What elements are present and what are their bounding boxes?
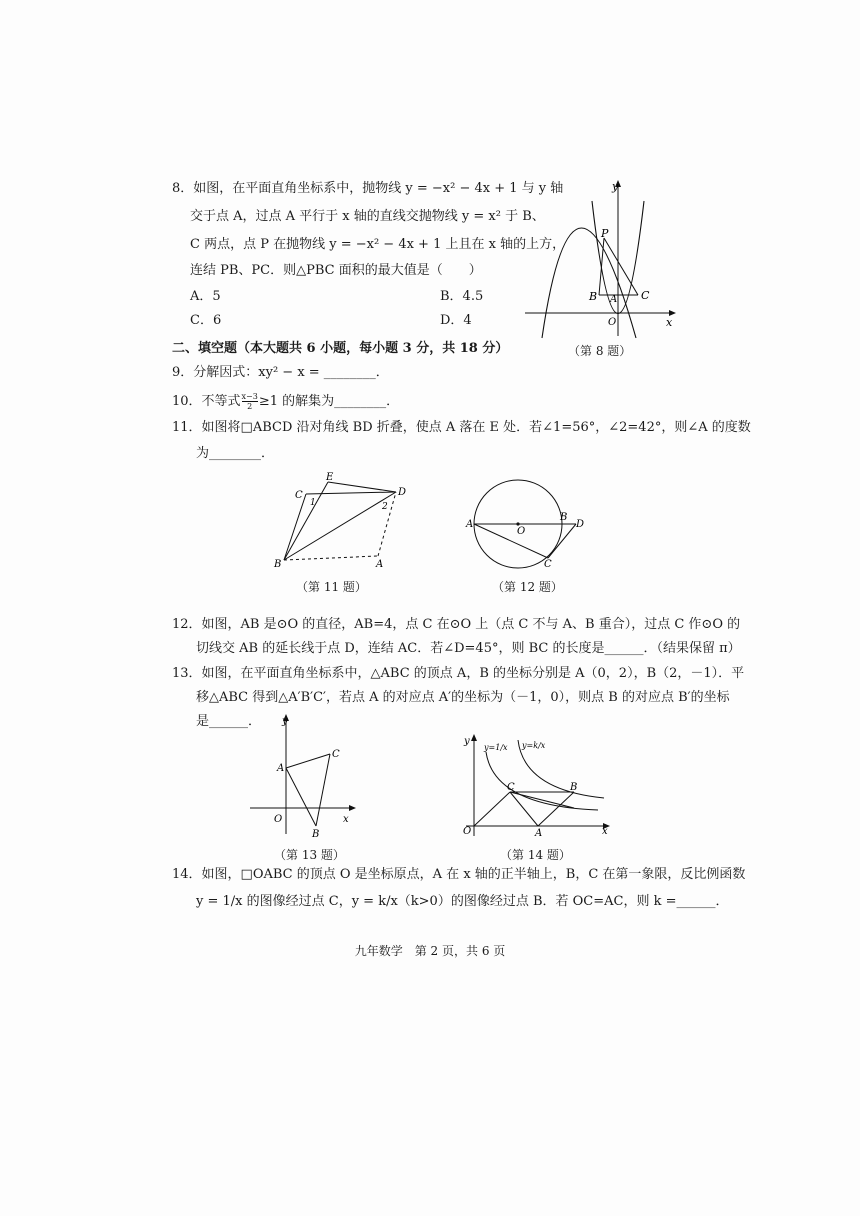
q13-line2: 移△ABC 得到△A′B′C′，若点 A 的对应点 A′的坐标为（－1，0），则点 B 的对应点 B′的坐标	[196, 690, 730, 705]
q14-caption: （第 14 题）	[500, 848, 571, 862]
q11-line2: 为________．	[196, 446, 275, 461]
q8-label-p: P	[601, 227, 609, 240]
q13-figure	[244, 710, 360, 842]
q13-label-a: A	[277, 763, 285, 774]
q8-option-c: C．6	[190, 313, 222, 328]
q11-line1: 11．如图将□ABCD 沿对角线 BD 折叠，使点 A 落在 E 处．若∠1=56°，∠2=42°，则∠A 的度数	[172, 420, 751, 435]
q8-label-x: x	[666, 316, 673, 329]
q13-label-c: C	[332, 749, 340, 760]
q13-line3: 是______．	[196, 714, 262, 729]
q12-label-a: A	[466, 519, 474, 530]
q8-caption: （第 8 题）	[568, 344, 632, 358]
q8-label-c: C	[641, 289, 650, 302]
q8-option-d: D．4	[440, 313, 472, 328]
q12-label-d: D	[576, 519, 585, 530]
q8-line1: 8．如图，在平面直角坐标系中，抛物线 y = −x² − 4x + 1 与 y 轴	[172, 181, 564, 196]
q14-label-y: y	[464, 736, 470, 747]
q12-line2: 切线交 AB 的延长线于点 D，连结 AC．若∠D=45°，则 BC 的长度是______．（结果保留 π）	[196, 641, 741, 656]
q8-label-b: B	[589, 290, 598, 303]
q11-label-e: E	[326, 472, 334, 483]
q11-label-a: A	[376, 559, 384, 570]
q8-option-b: B．4.5	[440, 289, 484, 304]
q12-label-c: C	[544, 559, 552, 570]
q8-figure	[520, 176, 680, 341]
q11-angle-2: 2	[382, 502, 388, 512]
q13-label-y: y	[282, 716, 288, 727]
q8-option-a: A．5	[190, 289, 221, 304]
q14-label-c: C	[507, 782, 515, 793]
q8-line4: 连结 PB、PC．则△PBC 面积的最大值是（ ）	[190, 263, 482, 278]
q13-label-b: B	[312, 829, 320, 840]
q11-label-d: D	[398, 487, 407, 498]
q10	[172, 392, 399, 411]
q11-figure	[266, 470, 416, 570]
q14-label-o: O	[463, 826, 472, 837]
section2-heading: 二、填空题（本大题共 6 小题，每小题 3 分，共 18 分）	[172, 341, 509, 356]
q11-label-b: B	[274, 559, 282, 570]
q8-line2: 交于点 A，过点 A 平行于 x 轴的直线交抛物线 y = x² 于 B、	[190, 209, 545, 224]
q14-line1: 14．如图，□OABC 的顶点 O 是坐标原点，A 在 x 轴的正半轴上，B，C 在第一象限，反比例函数	[172, 867, 746, 882]
q14-label-f1: y=1/x	[484, 743, 508, 752]
q8-line3: C 两点，点 P 在抛物线 y = −x² − 4x + 1 上且在 x 轴的上方，	[190, 237, 566, 252]
q12-caption: （第 12 题）	[492, 580, 563, 594]
q8-label-a: A	[610, 294, 618, 305]
q10-post: ≥1 的解集为________．	[258, 394, 400, 409]
q10-denominator: 2	[247, 402, 253, 411]
q14-label-f2: y=k/x	[522, 741, 546, 750]
q10-numerator: x−3	[241, 392, 258, 401]
q11-angle-1: 1	[310, 498, 316, 508]
q12-label-o: O	[517, 526, 526, 537]
q13-caption: （第 13 题）	[274, 848, 345, 862]
q11-label-c: C	[295, 490, 303, 501]
q14-label-b: B	[570, 782, 578, 793]
q9: 9．分解因式：xy² − x = ________．	[172, 365, 389, 380]
q14-figure	[458, 728, 618, 840]
q11-caption: （第 11 题）	[296, 580, 367, 594]
q12-figure	[464, 472, 594, 572]
q14-label-a: A	[535, 828, 543, 839]
q14-line2: y = 1/x 的图像经过点 C，y = k/x（k>0）的图像经过点 B．若 OC=AC，则 k =______．	[196, 894, 729, 909]
q8-label-o: O	[608, 317, 617, 328]
q13-label-o: O	[274, 814, 283, 825]
q14-label-x: x	[602, 826, 608, 837]
q12-line1: 12．如图，AB 是⊙O 的直径，AB=4，点 C 在⊙O 上（点 C 不与 A、B 重合），过点 C 作⊙O 的	[172, 617, 741, 632]
page-footer: 九年数学 第 2 页，共 6 页	[354, 944, 506, 958]
q10-pre: 10．不等式	[172, 394, 241, 409]
q13-label-x: x	[343, 814, 349, 825]
q8-label-y: y	[612, 180, 619, 193]
q12-label-b: B	[560, 512, 568, 523]
q13-line1: 13．如图，在平面直角坐标系中，△ABC 的顶点 A，B 的坐标分别是 A（0，2），B（2，－1）．平	[172, 666, 745, 681]
